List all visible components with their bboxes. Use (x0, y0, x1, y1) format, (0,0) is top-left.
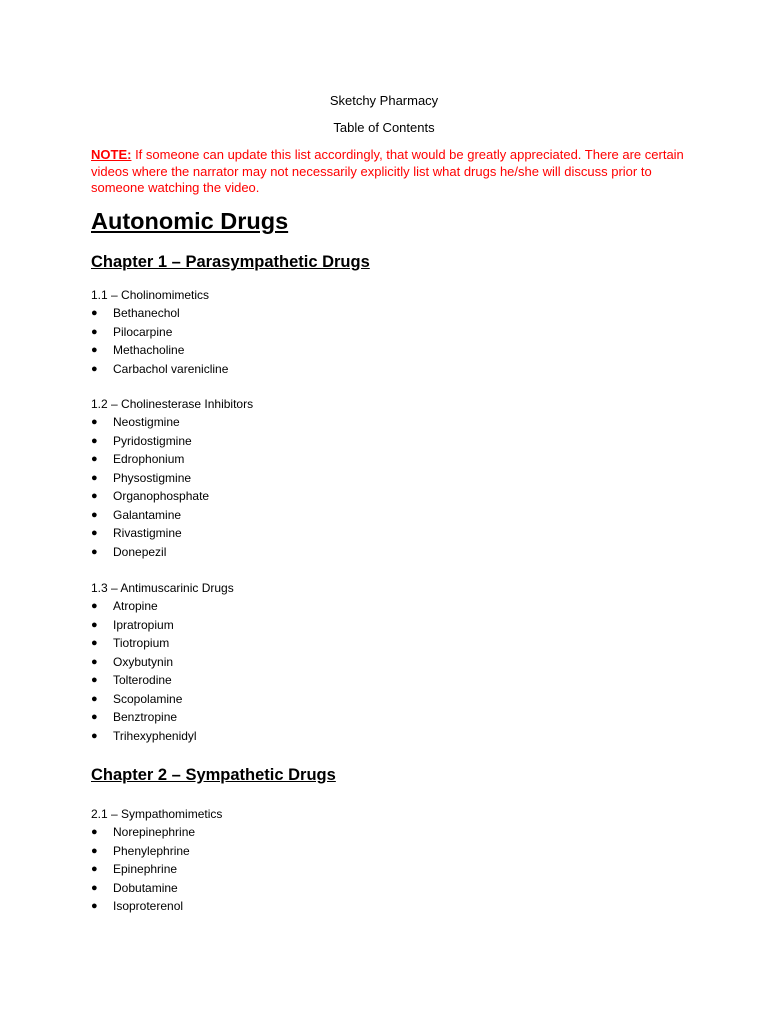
bullet: ● (91, 863, 98, 875)
drug-name: Pilocarpine (113, 324, 173, 339)
list-item (91, 708, 234, 727)
drug-name: Isoproterenol (113, 899, 184, 913)
document-subtitle: Table of Contents (333, 120, 435, 135)
list-item (91, 616, 234, 635)
bullet: ● (91, 453, 98, 465)
drug-name: Rivastigmine (113, 526, 182, 540)
note-paragraph (91, 147, 691, 197)
note-label: NOTE: (91, 147, 132, 162)
drug-name: Organophosphate (113, 489, 210, 503)
list-item (91, 487, 253, 506)
drug-list (91, 304, 228, 378)
drug-name: Donepezil (113, 544, 167, 559)
drug-name: Pyridostigmine (113, 433, 192, 448)
list-item (91, 524, 253, 543)
document-title: Sketchy Pharmacy (329, 93, 439, 108)
bullet: ● (91, 307, 98, 319)
drug-name: Scopolamine (113, 691, 183, 706)
drug-name: Oxybutynin (113, 654, 174, 669)
list-item (91, 690, 234, 709)
bullet: ● (91, 545, 98, 558)
bullet: ● (91, 674, 98, 686)
drug-name: Trihexyphenidyl (113, 728, 197, 743)
bullet: ● (91, 600, 98, 612)
bullet: ● (91, 416, 98, 428)
list-item (91, 727, 234, 746)
bullet: ● (91, 527, 98, 539)
section (91, 579, 234, 745)
bullet: ● (91, 826, 98, 838)
drug-name: Benztropine (113, 710, 178, 724)
note-text: If someone can update this list accordingly, that would be greatly appreciated. There are certain videos where the narrator may not necessarily explicitly list what drugs he/she will discuss prior to someone watching the video. (91, 147, 684, 195)
section (91, 286, 228, 378)
drug-list (91, 413, 253, 561)
list-item (91, 897, 222, 916)
chapter-heading: Chapter 1 – Parasympathetic Drugs (91, 253, 370, 271)
list-item (91, 432, 253, 451)
section (91, 395, 253, 561)
bullet: ● (91, 344, 98, 356)
section-title: 1.3 – Antimuscarinic Drugs (91, 581, 234, 595)
drug-name: Carbachol varenicline (113, 361, 229, 376)
drug-name: Methacholine (113, 343, 185, 357)
list-item (91, 597, 234, 616)
drug-name: Tolterodine (113, 673, 172, 687)
section-title: 1.2 – Cholinesterase Inhibitors (91, 397, 254, 411)
list-item (91, 823, 222, 842)
section (91, 805, 222, 916)
list-item (91, 634, 234, 653)
list-item (91, 860, 222, 879)
drug-name: Dobutamine (113, 880, 178, 895)
drug-name: Phenylephrine (113, 843, 190, 858)
bullet: ● (91, 325, 98, 338)
drug-name: Atropine (113, 599, 158, 613)
drug-name: Edrophonium (113, 452, 185, 466)
drug-name: Norepinephrine (113, 825, 196, 839)
list-item (91, 671, 234, 690)
drug-name: Ipratropium (113, 617, 174, 632)
list-item (91, 450, 253, 469)
drug-name: Galantamine (113, 507, 182, 522)
drug-name: Neostigmine (113, 415, 180, 429)
section-title: 2.1 – Sympathomimetics (91, 807, 223, 821)
drug-list (91, 823, 222, 916)
bullet: ● (91, 471, 98, 484)
drug-name: Tiotropium (113, 636, 170, 650)
bullet: ● (91, 900, 98, 912)
bullet: ● (91, 711, 98, 723)
bullet: ● (91, 844, 98, 857)
list-item (91, 506, 253, 525)
chapter-heading: Chapter 2 – Sympathetic Drugs (91, 766, 336, 784)
drug-name: Physostigmine (113, 470, 192, 485)
bullet: ● (91, 362, 98, 375)
drug-name: Epinephrine (113, 862, 178, 876)
bullet: ● (91, 692, 98, 705)
list-item (91, 879, 222, 898)
part-heading: Autonomic Drugs (91, 208, 289, 234)
list-item (91, 323, 228, 342)
bullet: ● (91, 881, 98, 894)
bullet: ● (91, 434, 98, 447)
drug-name: Bethanechol (113, 306, 180, 320)
list-item (91, 543, 253, 562)
list-item (91, 469, 253, 488)
bullet: ● (91, 618, 98, 631)
list-item (91, 653, 234, 672)
list-item (91, 360, 228, 379)
list-item (91, 413, 253, 432)
bullet: ● (91, 729, 98, 742)
bullet: ● (91, 637, 98, 649)
bullet: ● (91, 508, 98, 521)
list-item (91, 842, 222, 861)
list-item (91, 304, 228, 323)
bullet: ● (91, 655, 98, 668)
bullet: ● (91, 490, 98, 502)
list-item (91, 341, 228, 360)
drug-list (91, 597, 234, 745)
section-title: 1.1 – Cholinomimetics (91, 288, 210, 302)
